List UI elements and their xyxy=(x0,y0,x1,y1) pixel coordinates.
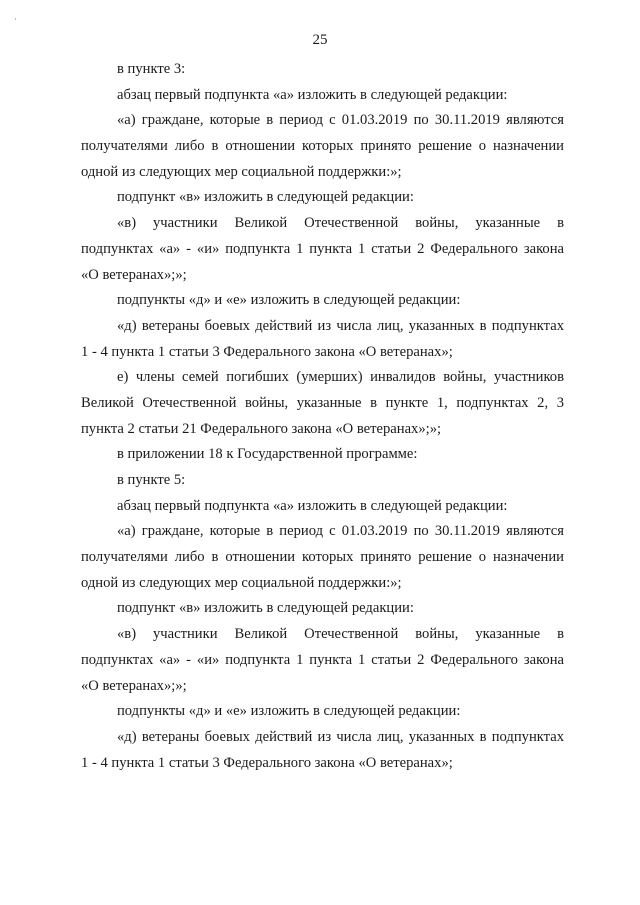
text-line: получателями либо в отношении которых принято решение о назначении xyxy=(81,549,564,566)
text-line: пункта 2 статьи 21 Федерального закона «О ветеранах»;»; xyxy=(81,420,442,437)
text-line: е) члены семей погибших (умерших) инвалидов войны, участников xyxy=(117,369,564,386)
text-line: одной из следующих мер социальной поддержки:»; xyxy=(81,163,402,180)
text-line: получателями либо в отношении которых принято решение о назначении xyxy=(81,138,564,155)
text-line: подпункты «д» и «е» изложить в следующей редакции: xyxy=(117,292,461,309)
text-line: подпункт «в» изложить в следующей редакции: xyxy=(117,189,414,206)
text-line: одной из следующих мер социальной поддержки:»; xyxy=(81,574,402,591)
page-number: 25 xyxy=(312,32,328,48)
document-body xyxy=(81,57,564,776)
text-line: «в) участники Великой Отечественной войны, указанные в xyxy=(117,626,564,643)
text-line: «в) участники Великой Отечественной войны, указанные в xyxy=(117,215,564,232)
text-line: подпункт «в» изложить в следующей редакции: xyxy=(117,600,414,617)
text-line: 1 - 4 пункта 1 статьи 3 Федерального закона «О ветеранах»; xyxy=(81,343,453,360)
text-line: «а) граждане, которые в период с 01.03.2019 по 30.11.2019 являются xyxy=(117,112,564,129)
text-line: в пункте 5: xyxy=(117,472,186,488)
text-line: в приложении 18 к Государственной программе: xyxy=(117,446,418,463)
text-line: Великой Отечественной войны, указанные в пункте 1, подпунктах 2, 3 xyxy=(81,394,564,411)
text-line: 1 - 4 пункта 1 статьи 3 Федерального закона «О ветеранах»; xyxy=(81,754,453,771)
text-line: «д) ветераны боевых действий из числа лиц, указанных в подпунктах xyxy=(117,728,564,745)
text-line: «а) граждане, которые в период с 01.03.2019 по 30.11.2019 являются xyxy=(117,523,564,540)
margin-mark: · xyxy=(14,14,17,24)
text-line: «д) ветераны боевых действий из числа лиц, указанных в подпунктах xyxy=(117,317,564,334)
text-line: «О ветеранах»;»; xyxy=(81,677,187,694)
text-line: подпунктах «а» - «и» подпункта 1 пункта 1 статьи 2 Федерального закона xyxy=(81,240,564,257)
text-line: абзац первый подпункта «а» изложить в следующей редакции: xyxy=(117,497,508,514)
text-line: «О ветеранах»;»; xyxy=(81,266,187,283)
text-line: абзац первый подпункта «а» изложить в следующей редакции: xyxy=(117,86,508,103)
text-line: в пункте 3: xyxy=(117,61,186,77)
text-line: подпунктах «а» - «и» подпункта 1 пункта 1 статьи 2 Федерального закона xyxy=(81,651,564,668)
text-line: подпункты «д» и «е» изложить в следующей редакции: xyxy=(117,703,461,720)
